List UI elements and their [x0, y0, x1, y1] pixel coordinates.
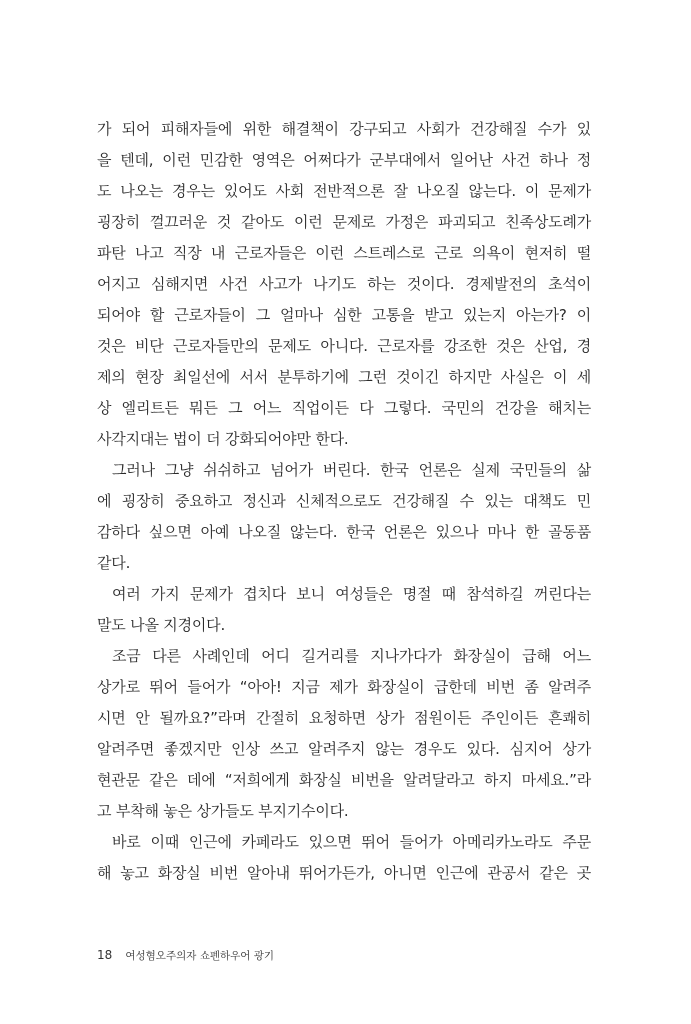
body-text — [97, 114, 591, 889]
text-line: 그러나 그냥 쉬쉬하고 넘어가 버린다. 한국 언론은 실제 국민들의 삶 — [112, 461, 591, 479]
text-line: 상가로 뛰어 들어가 “아아! 지금 제가 화장실이 급한데 비번 좀 알려주 — [97, 678, 591, 696]
text-line: 되어야 할 근로자들이 그 얼마나 심한 고통을 받고 있는지 아는가? 이 — [97, 306, 591, 324]
text-line: 조금 다른 사례인데 어디 길거리를 지나가다가 화장실이 급해 어느 — [112, 647, 591, 665]
text-line: 말도 나올 지경이다. — [97, 616, 226, 634]
text-line: 상 엘리트든 뭐든 그 어느 직업이든 다 그렇다. 국민의 건강을 해치는 — [97, 399, 591, 417]
text-line: 을 텐데, 이런 민감한 영역은 어쩌다가 군부대에서 일어난 사건 하나 정 — [97, 151, 591, 169]
text-line: 고 부착해 놓은 상가들도 부지기수이다. — [97, 802, 349, 820]
text-line: 알려주면 좋겠지만 인상 쓰고 알려주지 않는 경우도 있다. 심지어 상가 — [97, 740, 591, 758]
text-line: 어지고 심해지면 사건 사고가 나기도 하는 것이다. 경제발전의 초석이 — [97, 275, 591, 293]
text-line: 여러 가지 문제가 겹치다 보니 여성들은 명절 때 참석하길 꺼린다는 — [112, 585, 591, 603]
text-line: 감하다 싶으면 아예 나오질 않는다. 한국 언론은 있으나 마나 한 골동품 — [97, 523, 591, 541]
text-line: 굉장히 껄끄러운 것 같아도 이런 문제로 가정은 파괴되고 친족상도례가 — [97, 213, 591, 231]
page-number: 18 — [97, 948, 113, 962]
text-line: 현관문 같은 데에 “저희에게 화장실 비번을 알려달라고 하지 마세요.”라 — [97, 771, 591, 789]
text-line: 해 놓고 화장실 비번 알아내 뛰어가든가, 아니면 인근에 관공서 같은 곳 — [97, 864, 591, 882]
text-line: 파탄 나고 직장 내 근로자들은 이런 스트레스로 근로 의욕이 현저히 떨 — [97, 244, 591, 262]
running-title: 여성혐오주의자 쇼펜하우어 광기 — [125, 950, 275, 962]
text-line: 시면 안 될까요?”라며 간절히 요청하면 상가 점원이든 주인이든 흔쾌히 — [97, 709, 591, 727]
text-line: 같다. — [97, 554, 131, 572]
text-line: 사각지대는 법이 더 강화되어야만 한다. — [97, 430, 349, 448]
text-line: 것은 비단 근로자들만의 문제도 아니다. 근로자를 강조한 것은 산업, 경 — [97, 337, 591, 355]
text-line: 도 나오는 경우는 있어도 사회 전반적으론 잘 나오질 않는다. 이 문제가 — [97, 182, 591, 200]
text-line: 바로 이때 인근에 카페라도 있으면 뛰어 들어가 아메리카노라도 주문 — [112, 833, 591, 851]
page-footer — [97, 946, 274, 962]
text-line: 가 되어 피해자들에 위한 해결책이 강구되고 사회가 건강해질 수가 있 — [97, 120, 591, 138]
text-line: 에 굉장히 중요하고 정신과 신체적으로도 건강해질 수 있는 대책도 민 — [97, 492, 591, 510]
text-line: 제의 현장 최일선에 서서 분투하기에 그런 것이긴 하지만 사실은 이 세 — [97, 368, 591, 386]
